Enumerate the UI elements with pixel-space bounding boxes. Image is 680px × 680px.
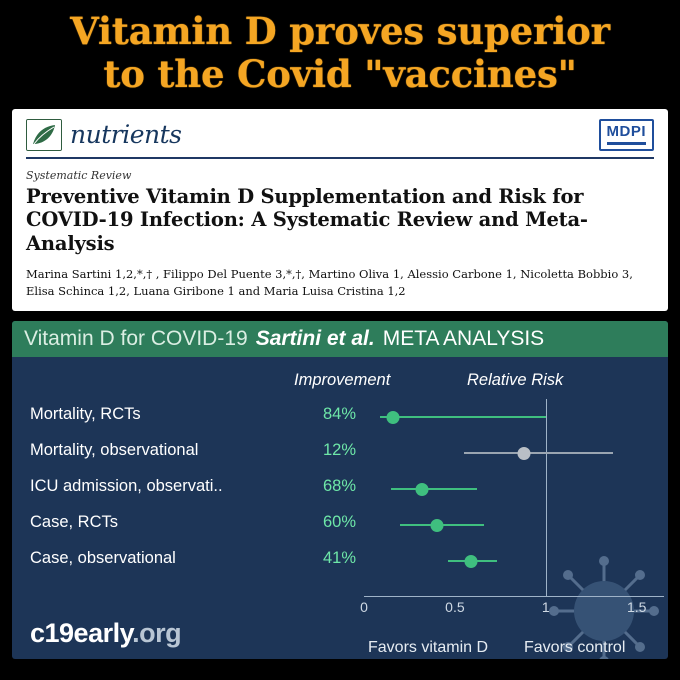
confidence-interval-bar (464, 452, 613, 454)
row-improvement-value: 12% (322, 441, 356, 460)
column-header-improvement: Improvement (294, 371, 391, 390)
forest-plot-row (364, 435, 664, 471)
author-list (26, 266, 654, 299)
chart-header-right: META ANALYSIS (382, 327, 545, 351)
article-title: Preventive Vitamin D Supplementation and Risk for COVID-19 Infection: A Systematic Review and Meta-Analysis (26, 184, 588, 256)
chart-header (12, 321, 668, 357)
row-label: Case, RCTs (30, 513, 119, 532)
forest-plot-row (364, 399, 664, 435)
brand-logo (30, 618, 181, 649)
confidence-interval-bar (380, 416, 545, 418)
x-axis-tick-label: 1 (541, 599, 550, 616)
effect-estimate-marker (430, 519, 443, 532)
effect-estimate-marker (416, 483, 429, 496)
column-header-relative-risk: Relative Risk (467, 371, 564, 390)
row-improvement-value: 84% (322, 405, 356, 424)
journal-name: nutrients (70, 120, 182, 150)
forest-plot-row (364, 543, 664, 579)
effect-estimate-marker (465, 555, 478, 568)
row-improvement-value: 41% (322, 549, 356, 568)
effect-estimate-marker (387, 411, 400, 424)
x-axis-tick-label: 0.5 (445, 599, 465, 616)
row-improvement-value: 60% (322, 513, 356, 532)
forest-plot (360, 399, 664, 621)
headline (0, 0, 680, 103)
article-type: Systematic Review (26, 168, 132, 182)
paper-card (12, 109, 668, 312)
x-axis-line (364, 596, 664, 597)
author-line-1: Marina Sartini 1,2,*,† , Filippo Del Puente 3,*,†, Martino Oliva 1, Alessio Carbone 1, Nicoletta Bobbio 3, (26, 266, 633, 281)
journal-branding (26, 119, 181, 151)
favors-control-label: Favors control (524, 639, 626, 657)
chart-header-study: Sartini et al. (255, 327, 375, 351)
row-label: Mortality, RCTs (30, 405, 141, 424)
row-improvement-value: 68% (322, 477, 356, 496)
forest-plot-row (364, 507, 664, 543)
paper-masthead (26, 119, 654, 159)
effect-estimate-marker (518, 447, 531, 460)
publisher-logo (599, 119, 655, 151)
brand-suffix: .org (132, 618, 182, 649)
chart-body (12, 357, 668, 659)
headline-line-2: to the Covid "vaccines" (103, 52, 577, 97)
headline-line-1: Vitamin D proves superior (70, 9, 610, 53)
x-axis-tick-label: 1.5 (626, 599, 647, 616)
row-label: ICU admission, observati.. (30, 477, 223, 496)
author-line-2: Elisa Schinca 1,2, Luana Giribone 1 and Maria Luisa Cristina 1,2 (26, 283, 406, 298)
publisher-name: MDPI (606, 122, 646, 140)
meta-analysis-chart-card (12, 321, 668, 659)
nutrients-leaf-logo-icon (26, 119, 62, 151)
confidence-interval-bar (391, 488, 476, 490)
row-label: Case, observational (30, 549, 176, 568)
chart-header-left: Vitamin D for COVID-19 (24, 327, 248, 351)
forest-plot-row (364, 471, 664, 507)
x-axis-tick-label: 0 (360, 599, 368, 616)
brand-name: c19early (30, 618, 133, 649)
publisher-bar (607, 142, 647, 145)
row-label: Mortality, observational (30, 441, 199, 460)
favors-treatment-label: Favors vitamin D (368, 639, 489, 657)
